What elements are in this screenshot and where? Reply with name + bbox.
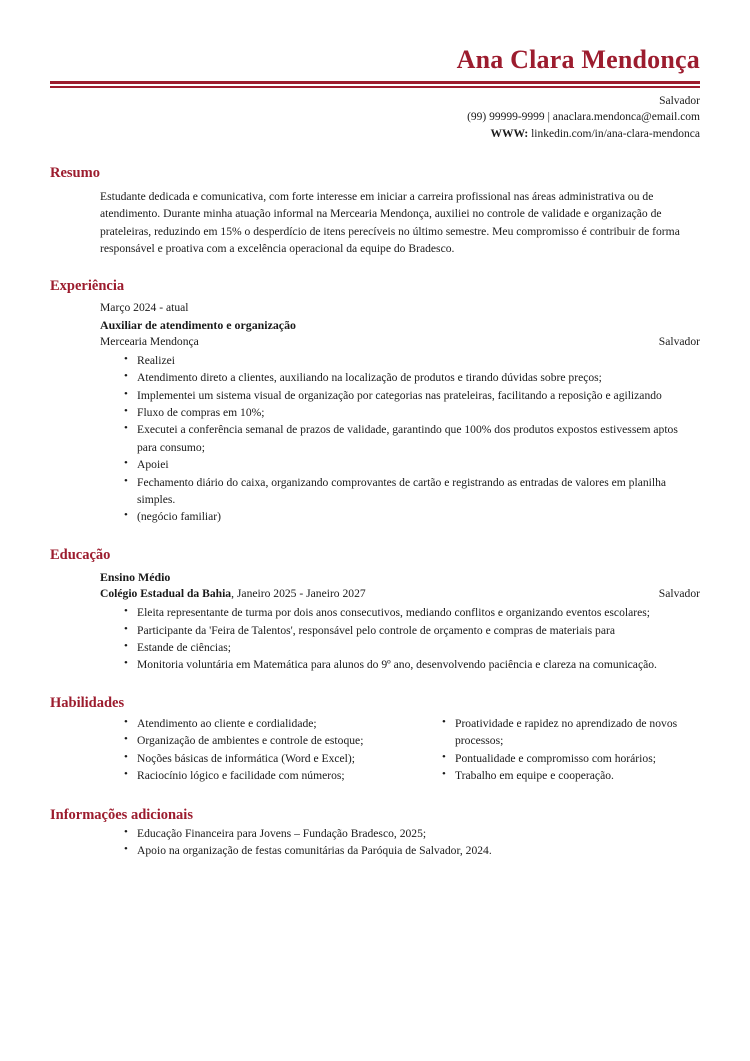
list-item: • Monitoria voluntária em Matemática para alunos do 9º ano, desenvolvendo paciência e clareza na comunicação. <box>100 656 700 673</box>
contact-phone-email <box>50 109 700 126</box>
resume-header <box>0 0 750 143</box>
experience-date: Março 2024 - atual <box>100 300 189 314</box>
list-item: • Raciocínio lógico e facilidade com números; <box>100 767 400 784</box>
section-resumo <box>0 165 750 258</box>
list-item: • Executei a conferência semanal de prazos de validade, garantindo que 100% dos produtos expostos estivessem aptos para consumo; <box>100 421 700 456</box>
list-item: • Atendimento direto a clientes, auxiliando na localização de produtos e tirando dúvidas sobre preços; <box>100 369 700 386</box>
experience-company: Mercearia Mendonça <box>100 335 199 348</box>
list-item: • Fluxo de compras em 10%; <box>100 404 700 421</box>
website-label: WWW: <box>490 127 529 140</box>
section-title-informacoes: Informações adicionais <box>50 806 193 823</box>
skills-list-left <box>100 715 400 785</box>
education-entry <box>100 569 700 603</box>
contact-separator: | <box>544 111 553 124</box>
section-informacoes-adicionais <box>0 807 750 860</box>
list-item: • Educação Financeira para Jovens – Fundação Bradesco, 2025; <box>100 825 700 842</box>
list-item: • Noções básicas de informática (Word e Excel); <box>100 750 400 767</box>
education-school: Colégio Estadual da Bahia <box>100 587 232 601</box>
experience-bullet-list <box>100 352 700 526</box>
section-experiencia <box>0 278 750 526</box>
experiencia-body <box>100 300 700 526</box>
education-school-row <box>100 586 700 603</box>
section-title-experiencia: Experiência <box>50 277 125 294</box>
experience-company-row <box>100 334 700 351</box>
summary-paragraph: Estudante dedicada e comunicativa, com forte interesse em iniciar a carreira profissional nas áreas administrativa ou de atendimento. Durante minha atuação informal na Mercearia Mendonça, auxiliei no controle de validade e organização de prateleiras, reduzindo em 15% o desperdício de itens perecíveis no último semestre. Meu compromisso é contribuir de forma responsável e proativa com a excelência operacional da equipe do Bradesco. <box>100 190 680 256</box>
contact-website[interactable]: linkedin.com/in/ana-clara-mendonca <box>528 127 700 140</box>
contact-location: Salvador <box>659 94 700 107</box>
skills-column-right <box>400 714 700 785</box>
list-item: • Apoio na organização de festas comunitárias da Paróquia de Salvador, 2024. <box>100 842 700 859</box>
section-title-resumo: Resumo <box>50 164 100 181</box>
divider-thin-line <box>50 86 700 88</box>
section-habilidades <box>0 695 750 785</box>
education-degree: Ensino Médio <box>100 570 171 585</box>
skills-columns <box>100 714 700 785</box>
contact-phone: (99) 99999-9999 <box>467 111 545 124</box>
education-bullet-list <box>100 604 700 674</box>
experience-job-title: Auxiliar de atendimento e organização <box>100 317 296 332</box>
list-item: • Estande de ciências; <box>100 639 700 656</box>
list-item: • Participante da 'Feira de Talentos', responsável pelo controle de orçamento e compras de materiais para <box>100 622 700 639</box>
experience-entry <box>100 300 700 351</box>
skills-list-right <box>418 715 700 785</box>
list-item: • Atendimento ao cliente e cordialidade; <box>100 715 400 732</box>
skills-column-left <box>100 714 400 785</box>
education-school-and-dates <box>100 586 366 603</box>
section-title-educacao: Educação <box>50 546 111 563</box>
list-item: • Eleita representante de turma por dois anos consecutivos, mediando conflitos e organizando eventos escolares; <box>100 604 700 621</box>
list-item: • (negócio familiar) <box>100 508 700 525</box>
list-item: • Organização de ambientes e controle de estoque; <box>100 732 400 749</box>
education-dates: , Janeiro 2025 - Janeiro 2027 <box>231 587 366 601</box>
resumo-body <box>100 188 700 258</box>
header-divider <box>50 81 700 88</box>
list-item: • Fechamento diário do caixa, organizando comprovantes de cartão e registrando as entradas de valores em planilha simples. <box>100 474 700 509</box>
contact-website-line <box>50 126 700 143</box>
section-title-habilidades: Habilidades <box>50 694 125 711</box>
experience-location: Salvador <box>658 335 700 348</box>
informacoes-bullet-list <box>100 825 700 860</box>
list-item: • Implementei um sistema visual de organização por categorias nas prateleiras, facilitando a reposição e agilizando <box>100 387 700 404</box>
list-item: • Pontualidade e compromisso com horários; <box>418 750 700 767</box>
educacao-body <box>100 569 700 674</box>
list-item: • Trabalho em equipe e cooperação. <box>418 767 700 784</box>
list-item: • Proatividade e rapidez no aprendizado de novos processos; <box>418 715 700 750</box>
contact-email[interactable]: anaclara.mendonca@email.com <box>552 111 700 124</box>
section-educacao <box>0 547 750 674</box>
list-item: • Realizei <box>100 352 700 369</box>
education-location: Salvador <box>658 587 700 601</box>
list-item: • Apoiei <box>100 456 700 473</box>
informacoes-body <box>100 825 700 860</box>
candidate-name: Ana Clara Mendonça <box>456 45 700 74</box>
contact-block <box>50 93 700 143</box>
